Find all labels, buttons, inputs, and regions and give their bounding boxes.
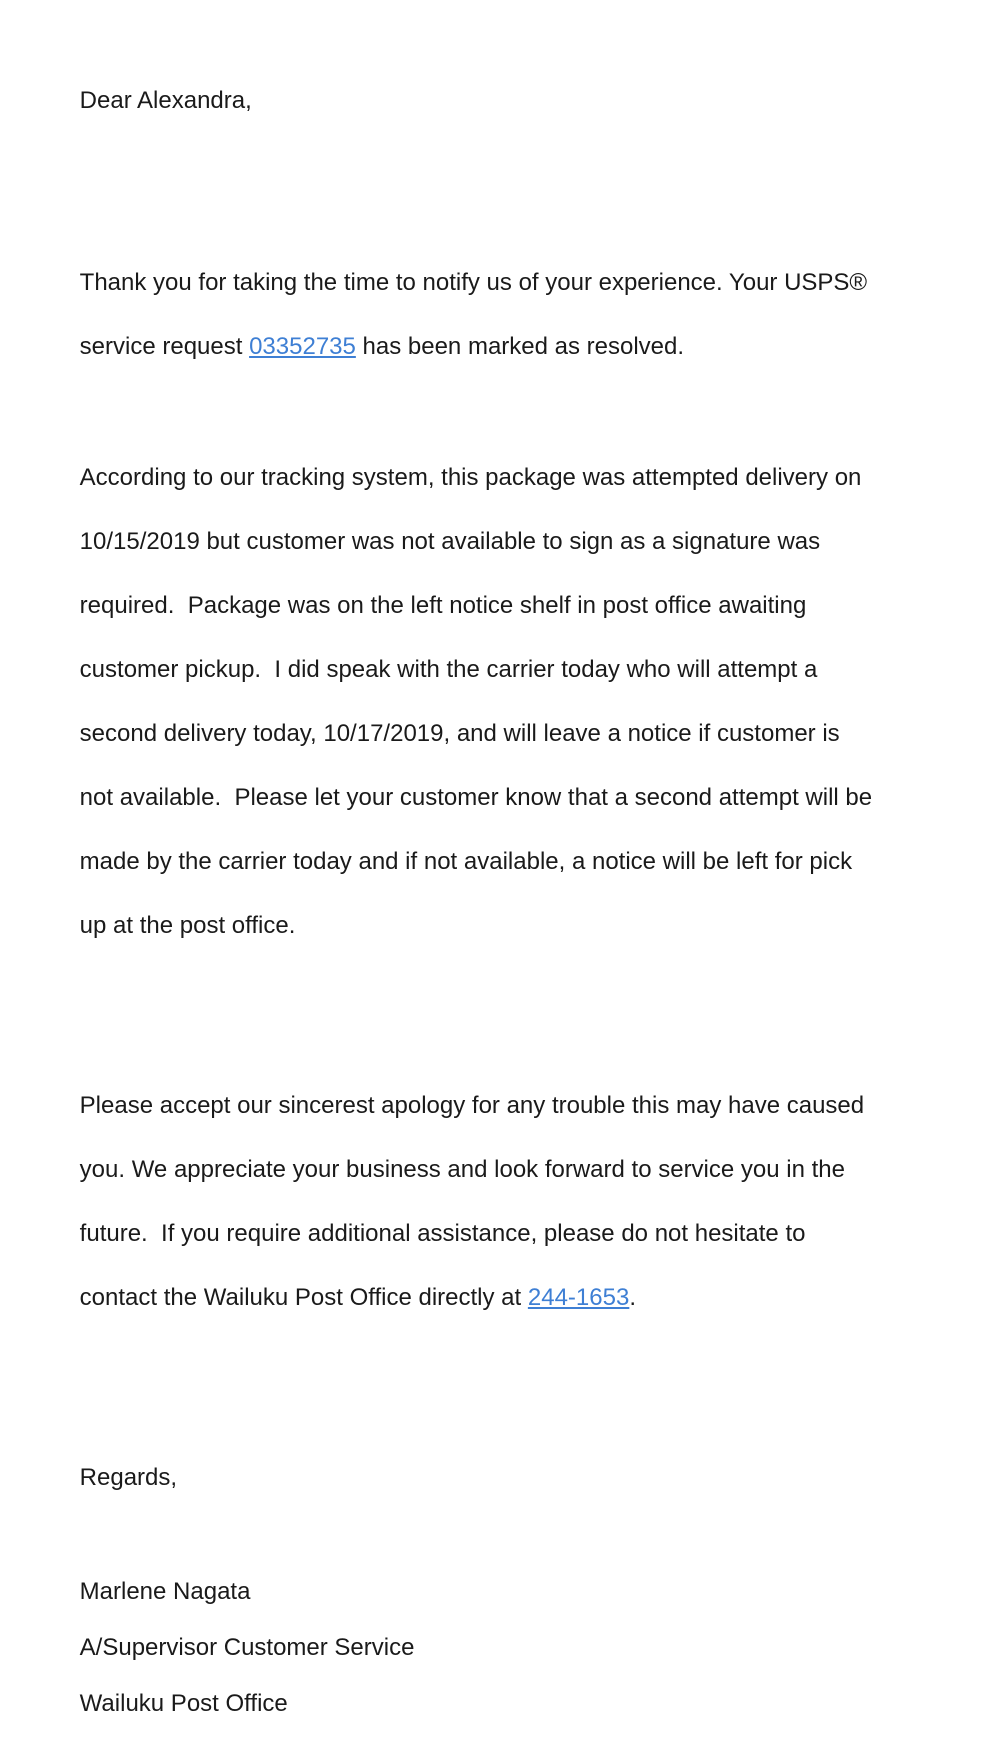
text-line: customer pickup. I did speak with the carrier today who will attempt a [79, 656, 818, 683]
text-line: made by the carrier today and if not available, a notice will be left for pick [79, 848, 853, 875]
text-line: required. Package was on the left notice shelf in post office awaiting [79, 592, 807, 619]
text-line: Please accept our sincerest apology for any trouble this may have caused [79, 1092, 865, 1119]
signature-block [53, 1550, 990, 1746]
text-line: According to our tracking system, this package was attempted delivery on [79, 464, 862, 491]
salutation [53, 53, 990, 149]
paragraph-tracking-details [53, 430, 990, 974]
text-line: future. If you require additional assistance, please do not hesitate to [79, 1220, 806, 1247]
text-line: not available. Please let your customer know that a second attempt will be [79, 784, 873, 811]
salutation-text: Dear Alexandra, [79, 87, 252, 114]
text-line: service request [79, 333, 250, 360]
text-line: 10/15/2019 but customer was not available to sign as a signature was [79, 528, 821, 555]
text-line: second delivery today, 10/17/2019, and will leave a notice if customer is [79, 720, 840, 747]
signature-title: A/Supervisor Customer Service [79, 1634, 415, 1661]
text-line: has been marked as resolved. [355, 333, 685, 360]
signature-office: Wailuku Post Office [79, 1690, 288, 1717]
text-line: you. We appreciate your business and look forward to service you in the [79, 1156, 845, 1183]
text-line: contact the Wailuku Post Office directly at [79, 1284, 528, 1311]
signature-name: Marlene Nagata [79, 1578, 251, 1605]
text-line: Thank you for taking the time to notify us of your experience. Your USPS® [79, 269, 868, 296]
text-line: . [629, 1284, 636, 1311]
closing-text: Regards, [79, 1464, 178, 1491]
phone-number-link[interactable]: 244-1653 [527, 1284, 630, 1311]
paragraph-apology [53, 1058, 990, 1346]
paragraph-thank-you [53, 235, 990, 395]
service-request-link[interactable]: 03352735 [249, 333, 356, 360]
text-line: up at the post office. [79, 912, 296, 939]
closing [53, 1430, 990, 1526]
